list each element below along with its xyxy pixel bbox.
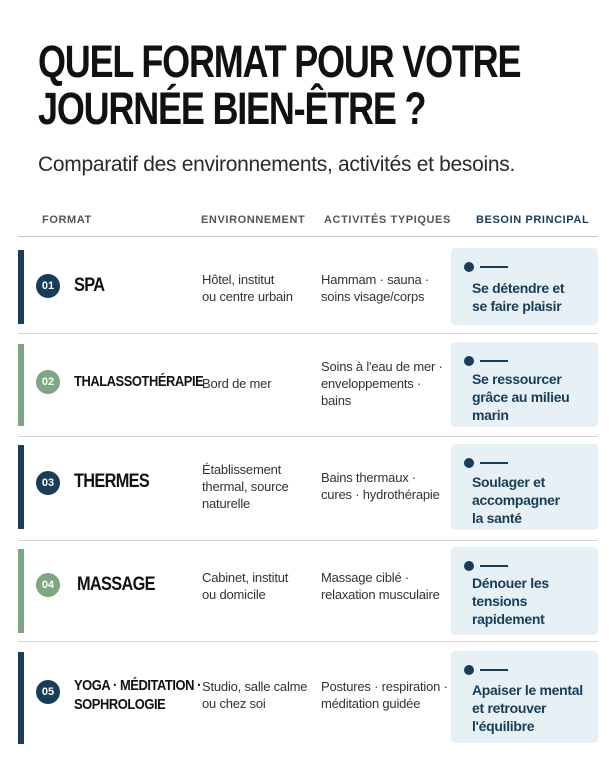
need-text — [472, 279, 596, 315]
format-name-line: SOPHROLOGIE — [74, 696, 166, 713]
environment-line: Cabinet, institut — [202, 570, 289, 585]
need-line: Se détendre et — [472, 280, 565, 296]
need-line: Soulager et — [472, 474, 545, 490]
environment-cell — [202, 569, 317, 603]
table-row-yoga-meditation-sophrologie — [18, 642, 598, 752]
need-line: Dénouer les — [472, 575, 549, 591]
activities-line: méditation guidée — [321, 696, 421, 711]
activities-line: cures · hydrothérapie — [321, 487, 440, 502]
page-title-line-1: QUEL FORMAT POUR VOTRE — [38, 36, 521, 87]
header-divider — [18, 236, 598, 237]
dash-line-icon — [480, 462, 508, 464]
environment-line: Bord de mer — [202, 376, 272, 391]
row-number-badge: 03 — [36, 471, 60, 495]
environment-cell — [202, 375, 317, 392]
format-name: THALASSOTHÉRAPIE — [74, 373, 204, 390]
activities-cell — [321, 569, 447, 603]
page-subtitle: Comparatif des environnements, activités et besoins. — [38, 153, 515, 176]
page-title-line-2: JOURNÉE BIEN-ÊTRE ? — [38, 83, 426, 134]
need-line: Se ressourcer — [472, 371, 562, 387]
format-name: MASSAGE — [77, 574, 155, 595]
environment-line: ou centre urbain — [202, 289, 293, 304]
need-box — [451, 547, 598, 635]
dash-line-icon — [480, 266, 508, 268]
need-line: grâce au milieu — [472, 389, 570, 405]
table-header — [0, 214, 614, 234]
row-accent-bar — [18, 344, 24, 426]
row-accent-bar — [18, 445, 24, 529]
dash-line-icon — [480, 565, 508, 567]
need-line: rapidement — [472, 611, 545, 627]
activities-line: Bains thermaux · — [321, 470, 417, 485]
format-name — [74, 676, 201, 714]
table-row-spa — [18, 238, 598, 334]
row-number-badge: 05 — [36, 680, 60, 704]
activities-line: Massage ciblé · — [321, 570, 410, 585]
bullet-dot-icon — [464, 665, 474, 675]
row-number-badge: 04 — [36, 573, 60, 597]
activities-line: Soins à l'eau de mer · — [321, 359, 443, 374]
bullet-dot-icon — [464, 356, 474, 366]
table-row-thermes — [18, 437, 598, 541]
format-name: SPA — [74, 275, 105, 296]
need-box — [451, 651, 598, 743]
bullet-dot-icon — [464, 458, 474, 468]
page-title — [38, 36, 521, 134]
column-header-format: FORMAT — [42, 214, 92, 226]
bullet-dot-icon — [464, 262, 474, 272]
activities-cell — [321, 358, 447, 409]
need-text — [472, 473, 596, 527]
column-header-need: BESOIN PRINCIPAL — [476, 214, 590, 226]
environment-line: Établissement — [202, 462, 282, 477]
need-line: et retrouver — [472, 700, 547, 716]
need-text — [472, 370, 596, 424]
row-accent-bar — [18, 250, 24, 324]
need-box — [451, 444, 598, 530]
environment-line: ou chez soi — [202, 696, 266, 711]
activities-line: enveloppements · — [321, 376, 422, 391]
format-name: THERMES — [74, 471, 150, 492]
need-line: Apaiser le mental — [472, 682, 583, 698]
environment-line: Studio, salle calme — [202, 679, 308, 694]
activities-cell — [321, 271, 447, 305]
need-text — [472, 681, 596, 735]
bullet-dot-icon — [464, 561, 474, 571]
need-line: tensions — [472, 593, 528, 609]
format-name-line: YOGA · MÉDITATION · — [74, 677, 202, 694]
dash-line-icon — [480, 360, 508, 362]
need-line: la santé — [472, 510, 522, 526]
row-accent-bar — [18, 652, 24, 744]
table-row-thalassotherapie — [18, 334, 598, 437]
table-row-massage — [18, 541, 598, 642]
need-line: l'équilibre — [472, 718, 535, 734]
activities-line: soins visage/corps — [321, 289, 425, 304]
environment-cell — [202, 271, 317, 305]
row-number-badge: 02 — [36, 370, 60, 394]
environment-line: thermal, source — [202, 479, 289, 494]
activities-line: relaxation musculaire — [321, 587, 440, 602]
environment-line: ou domicile — [202, 587, 266, 602]
need-box — [451, 342, 598, 427]
activities-cell — [321, 469, 447, 503]
dash-line-icon — [480, 669, 508, 671]
need-box — [451, 248, 598, 325]
activities-cell — [321, 678, 449, 712]
need-line: se faire plaisir — [472, 298, 562, 314]
need-text — [472, 574, 596, 628]
row-accent-bar — [18, 549, 24, 633]
row-number-badge: 01 — [36, 274, 60, 298]
activities-line: Hammam · sauna · — [321, 272, 430, 287]
environment-line: Hôtel, institut — [202, 272, 275, 287]
need-line: accompagner — [472, 492, 560, 508]
need-line: marin — [472, 407, 509, 423]
environment-line: naturelle — [202, 496, 251, 511]
environment-cell — [202, 678, 320, 712]
column-header-environment: ENVIRONNEMENT — [201, 214, 306, 226]
activities-line: Postures · respiration · — [321, 679, 448, 694]
column-header-activities: ACTIVITÉS TYPIQUES — [324, 214, 451, 226]
environment-cell — [202, 461, 317, 512]
activities-line: bains — [321, 393, 352, 408]
